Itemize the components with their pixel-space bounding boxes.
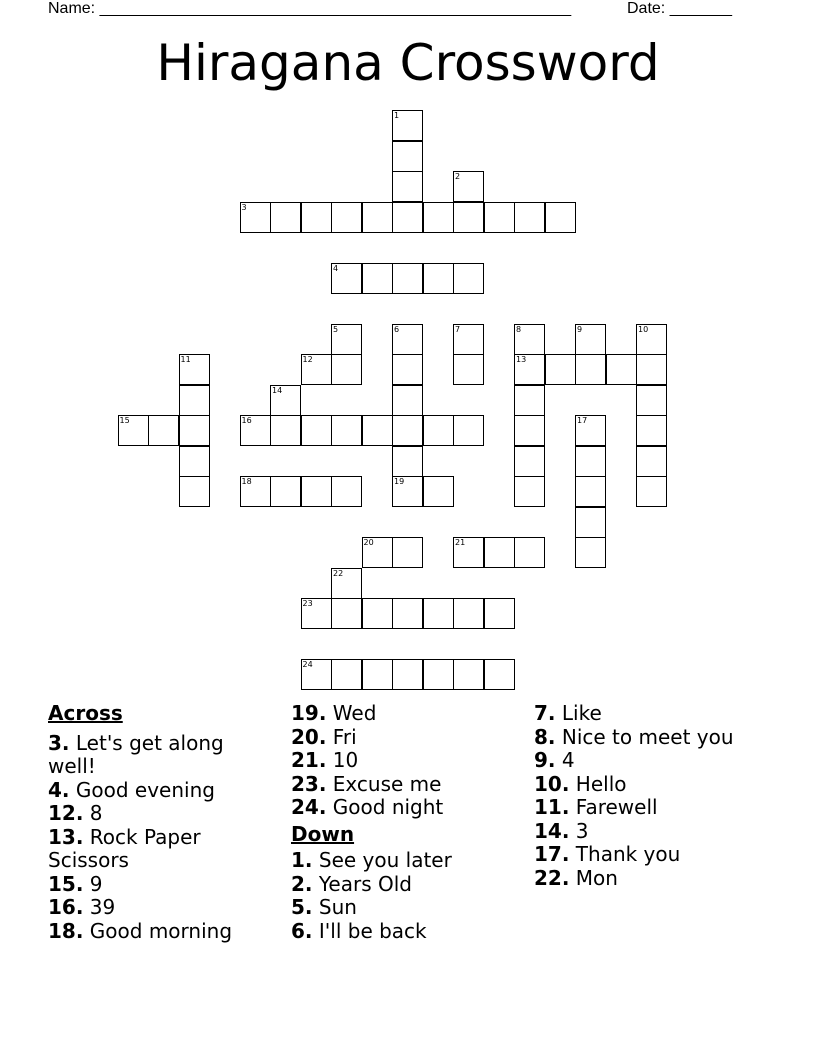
grid-cell[interactable]	[636, 354, 667, 385]
grid-cell[interactable]	[331, 598, 362, 629]
grid-cell[interactable]	[545, 202, 576, 233]
grid-cell[interactable]	[423, 476, 454, 507]
grid-cell[interactable]	[362, 598, 393, 629]
clue-number-label: 14	[272, 385, 283, 395]
clue-down-11	[534, 796, 794, 820]
clue-number: 14.	[534, 818, 570, 843]
grid-cell[interactable]	[606, 354, 637, 385]
grid-cell[interactable]	[331, 263, 362, 294]
clue-number: 8.	[534, 724, 556, 749]
clue-number: 7.	[534, 701, 556, 725]
clue-number-label: 12	[302, 355, 313, 364]
clue-number-label: 6	[394, 324, 400, 334]
clue-down-7	[534, 702, 794, 726]
grid-cell[interactable]	[636, 446, 667, 477]
clue-text: 39	[89, 895, 116, 919]
clue-number-label: 5	[333, 324, 339, 334]
clue-text: Let's get along well!	[48, 730, 224, 778]
clue-number: 1.	[291, 848, 313, 872]
grid-cell[interactable]	[179, 385, 210, 416]
grid-cell[interactable]	[453, 354, 484, 385]
clue-across-13	[48, 826, 268, 873]
grid-cell[interactable]	[240, 202, 271, 233]
clue-number-label: 3	[241, 202, 247, 212]
grid-cell[interactable]	[331, 324, 362, 355]
clue-number: 10.	[534, 771, 570, 796]
clue-number-label: 9	[577, 324, 583, 334]
clue-text: Good morning	[89, 918, 233, 943]
grid-cell[interactable]	[392, 598, 423, 629]
clue-down-9	[534, 749, 794, 773]
grid-cell[interactable]	[484, 659, 515, 690]
grid-cell[interactable]	[514, 476, 545, 507]
grid-cell[interactable]	[301, 202, 332, 233]
grid-cell[interactable]	[331, 202, 362, 233]
grid-cell[interactable]	[270, 202, 301, 233]
clue-number-label: 11	[180, 355, 191, 364]
grid-cell[interactable]	[636, 415, 667, 446]
grid-cell[interactable]	[423, 659, 454, 690]
clue-text: Fri	[332, 724, 357, 749]
grid-cell[interactable]	[392, 141, 423, 172]
grid-cell[interactable]	[575, 324, 606, 355]
clue-across-18	[48, 920, 268, 944]
clue-across-23	[291, 773, 511, 797]
clue-number-label: 18	[241, 477, 252, 486]
clue-number-label: 13	[516, 355, 527, 364]
clue-across-4	[48, 779, 268, 803]
clue-number-label: 1	[394, 111, 400, 120]
clue-text: 9	[89, 871, 103, 896]
grid-cell[interactable]	[270, 415, 301, 446]
grid-cell[interactable]	[423, 598, 454, 629]
clue-number-label: 7	[455, 324, 461, 334]
clue-number-label: 2	[455, 172, 461, 181]
clue-text: 8	[89, 801, 103, 825]
clue-down-6	[291, 920, 511, 944]
grid-cell[interactable]	[179, 415, 210, 446]
clue-number-label: 8	[516, 324, 522, 334]
clue-down-10	[534, 773, 794, 797]
clue-number: 11.	[534, 795, 570, 819]
grid-cell[interactable]	[575, 537, 606, 568]
clues-column-2	[291, 702, 511, 943]
clue-down-2	[291, 873, 511, 897]
clue-text: Thank you	[575, 842, 681, 866]
grid-cell[interactable]	[301, 415, 332, 446]
grid-cell[interactable]	[575, 354, 606, 385]
grid-cell[interactable]	[179, 354, 210, 385]
clue-text: Years Old	[318, 871, 412, 896]
clue-number: 13.	[48, 824, 84, 849]
grid-cell[interactable]	[179, 446, 210, 477]
clue-down-22	[534, 867, 794, 891]
grid-cell[interactable]	[331, 415, 362, 446]
grid-cell[interactable]	[392, 324, 423, 355]
clue-number-label: 24	[302, 660, 313, 669]
clue-number: 12.	[48, 801, 84, 825]
clue-text: Nice to meet you	[561, 724, 734, 749]
grid-cell[interactable]	[636, 324, 667, 355]
grid-cell[interactable]	[392, 537, 423, 568]
clue-number-label: 10	[638, 324, 649, 334]
grid-cell[interactable]	[240, 476, 271, 507]
grid-cell[interactable]	[392, 446, 423, 477]
grid-cell[interactable]	[362, 415, 393, 446]
grid-cell[interactable]	[240, 415, 271, 446]
grid-cell[interactable]	[575, 415, 606, 446]
across-heading: Across	[48, 701, 123, 725]
clue-across-16	[48, 896, 268, 920]
grid-cell[interactable]	[331, 568, 362, 599]
clue-number-label: 20	[363, 538, 374, 547]
clue-down-8	[534, 726, 794, 750]
clue-number-label: 21	[455, 538, 466, 547]
clue-number-label: 17	[577, 416, 588, 425]
grid-cell[interactable]	[331, 659, 362, 690]
grid-cell[interactable]	[362, 659, 393, 690]
grid-cell[interactable]	[392, 110, 423, 141]
name-line[interactable]: Name: _____________________________________________________	[48, 0, 572, 17]
clue-text: Rock Paper Scissors	[48, 824, 201, 872]
grid-cell[interactable]	[392, 171, 423, 202]
clue-number-label: 19	[394, 477, 405, 486]
clue-across-3	[48, 732, 268, 779]
clue-number: 3.	[48, 730, 70, 755]
grid-cell[interactable]	[392, 263, 423, 294]
clue-number-label: 22	[333, 568, 344, 578]
grid-cell[interactable]	[514, 202, 545, 233]
clue-across-24	[291, 796, 511, 820]
clue-number: 5.	[291, 895, 313, 919]
grid-cell[interactable]	[362, 263, 393, 294]
clue-across-21	[291, 749, 511, 773]
grid-cell[interactable]	[392, 659, 423, 690]
grid-cell[interactable]	[514, 446, 545, 477]
clue-text: 3	[575, 818, 589, 843]
grid-cell[interactable]	[514, 537, 545, 568]
clue-text: Hello	[575, 771, 627, 796]
grid-cell[interactable]	[301, 598, 332, 629]
clue-text: Wed	[332, 701, 377, 725]
clue-number: 23.	[291, 771, 327, 796]
grid-cell[interactable]	[331, 476, 362, 507]
clue-text: Farewell	[575, 795, 658, 819]
grid-cell[interactable]	[392, 202, 423, 233]
clue-text: Good night	[332, 795, 444, 819]
clue-text: Excuse me	[332, 771, 442, 796]
grid-cell[interactable]	[392, 385, 423, 416]
clue-number: 6.	[291, 918, 313, 943]
grid-cell[interactable]	[301, 476, 332, 507]
grid-cell[interactable]	[301, 354, 332, 385]
clue-across-15	[48, 873, 268, 897]
clue-number: 16.	[48, 895, 84, 919]
grid-cell[interactable]	[484, 598, 515, 629]
clue-number: 2.	[291, 871, 313, 896]
grid-cell[interactable]	[453, 202, 484, 233]
grid-cell[interactable]	[636, 476, 667, 507]
clue-number: 9.	[534, 748, 556, 772]
clue-across-20	[291, 726, 511, 750]
date-line[interactable]: Date: _______	[627, 0, 732, 17]
grid-cell[interactable]	[453, 598, 484, 629]
clue-number: 18.	[48, 918, 84, 943]
clue-number: 17.	[534, 842, 570, 866]
grid-cell[interactable]	[392, 354, 423, 385]
grid-cell[interactable]	[453, 324, 484, 355]
grid-cell[interactable]	[392, 476, 423, 507]
grid-cell[interactable]	[514, 385, 545, 416]
clue-number: 20.	[291, 724, 327, 749]
clue-text: Mon	[575, 865, 618, 890]
grid-cell[interactable]	[636, 385, 667, 416]
grid-cell[interactable]	[453, 171, 484, 202]
grid-cell[interactable]	[423, 263, 454, 294]
grid-cell[interactable]	[301, 659, 332, 690]
clue-down-14	[534, 820, 794, 844]
grid-cell[interactable]	[484, 202, 515, 233]
clue-down-1	[291, 849, 511, 873]
grid-cell[interactable]	[362, 537, 393, 568]
grid-cell[interactable]	[270, 385, 301, 416]
grid-cell[interactable]	[331, 354, 362, 385]
clue-number-label: 15	[119, 416, 130, 425]
clue-text: See you later	[318, 848, 452, 872]
clue-number-label: 23	[302, 599, 313, 608]
clue-text: Sun	[318, 895, 357, 919]
grid-cell[interactable]	[453, 659, 484, 690]
clue-across-12	[48, 802, 268, 826]
grid-cell[interactable]	[270, 476, 301, 507]
grid-cell[interactable]	[453, 263, 484, 294]
grid-cell[interactable]	[118, 415, 149, 446]
clue-number: 4.	[48, 777, 70, 802]
clue-text: Like	[561, 701, 602, 725]
grid-cell[interactable]	[575, 446, 606, 477]
clue-text: 10	[332, 748, 359, 772]
clues-column-3	[534, 702, 794, 890]
grid-cell[interactable]	[362, 202, 393, 233]
grid-cell[interactable]	[423, 202, 454, 233]
page-title: Hiragana Crossword	[156, 34, 660, 92]
grid-cell[interactable]	[179, 476, 210, 507]
down-heading: Down	[291, 821, 355, 846]
clue-number: 24.	[291, 795, 327, 819]
grid-cell[interactable]	[392, 415, 423, 446]
grid-cell[interactable]	[484, 537, 515, 568]
clue-number: 22.	[534, 865, 570, 890]
clue-number: 15.	[48, 871, 84, 896]
clue-text: 4	[561, 748, 575, 772]
clue-number: 19.	[291, 701, 327, 725]
clue-number-label: 16	[241, 416, 252, 425]
clue-number: 21.	[291, 748, 327, 772]
grid-cell[interactable]	[575, 507, 606, 538]
grid-cell[interactable]	[148, 415, 179, 446]
grid-cell[interactable]	[453, 537, 484, 568]
clue-text: I'll be back	[318, 918, 427, 943]
clue-text: Good evening	[75, 777, 215, 802]
grid-cell[interactable]	[575, 476, 606, 507]
clues-column-1	[48, 702, 268, 943]
grid-cell[interactable]	[545, 354, 576, 385]
clue-down-17	[534, 843, 794, 867]
grid-cell[interactable]	[514, 415, 545, 446]
grid-cell[interactable]	[453, 415, 484, 446]
grid-cell[interactable]	[423, 415, 454, 446]
grid-cell[interactable]	[514, 324, 545, 355]
clue-across-19	[291, 702, 511, 726]
clue-number-label: 4	[333, 263, 339, 273]
grid-cell[interactable]	[514, 354, 545, 385]
clue-down-5	[291, 896, 511, 920]
